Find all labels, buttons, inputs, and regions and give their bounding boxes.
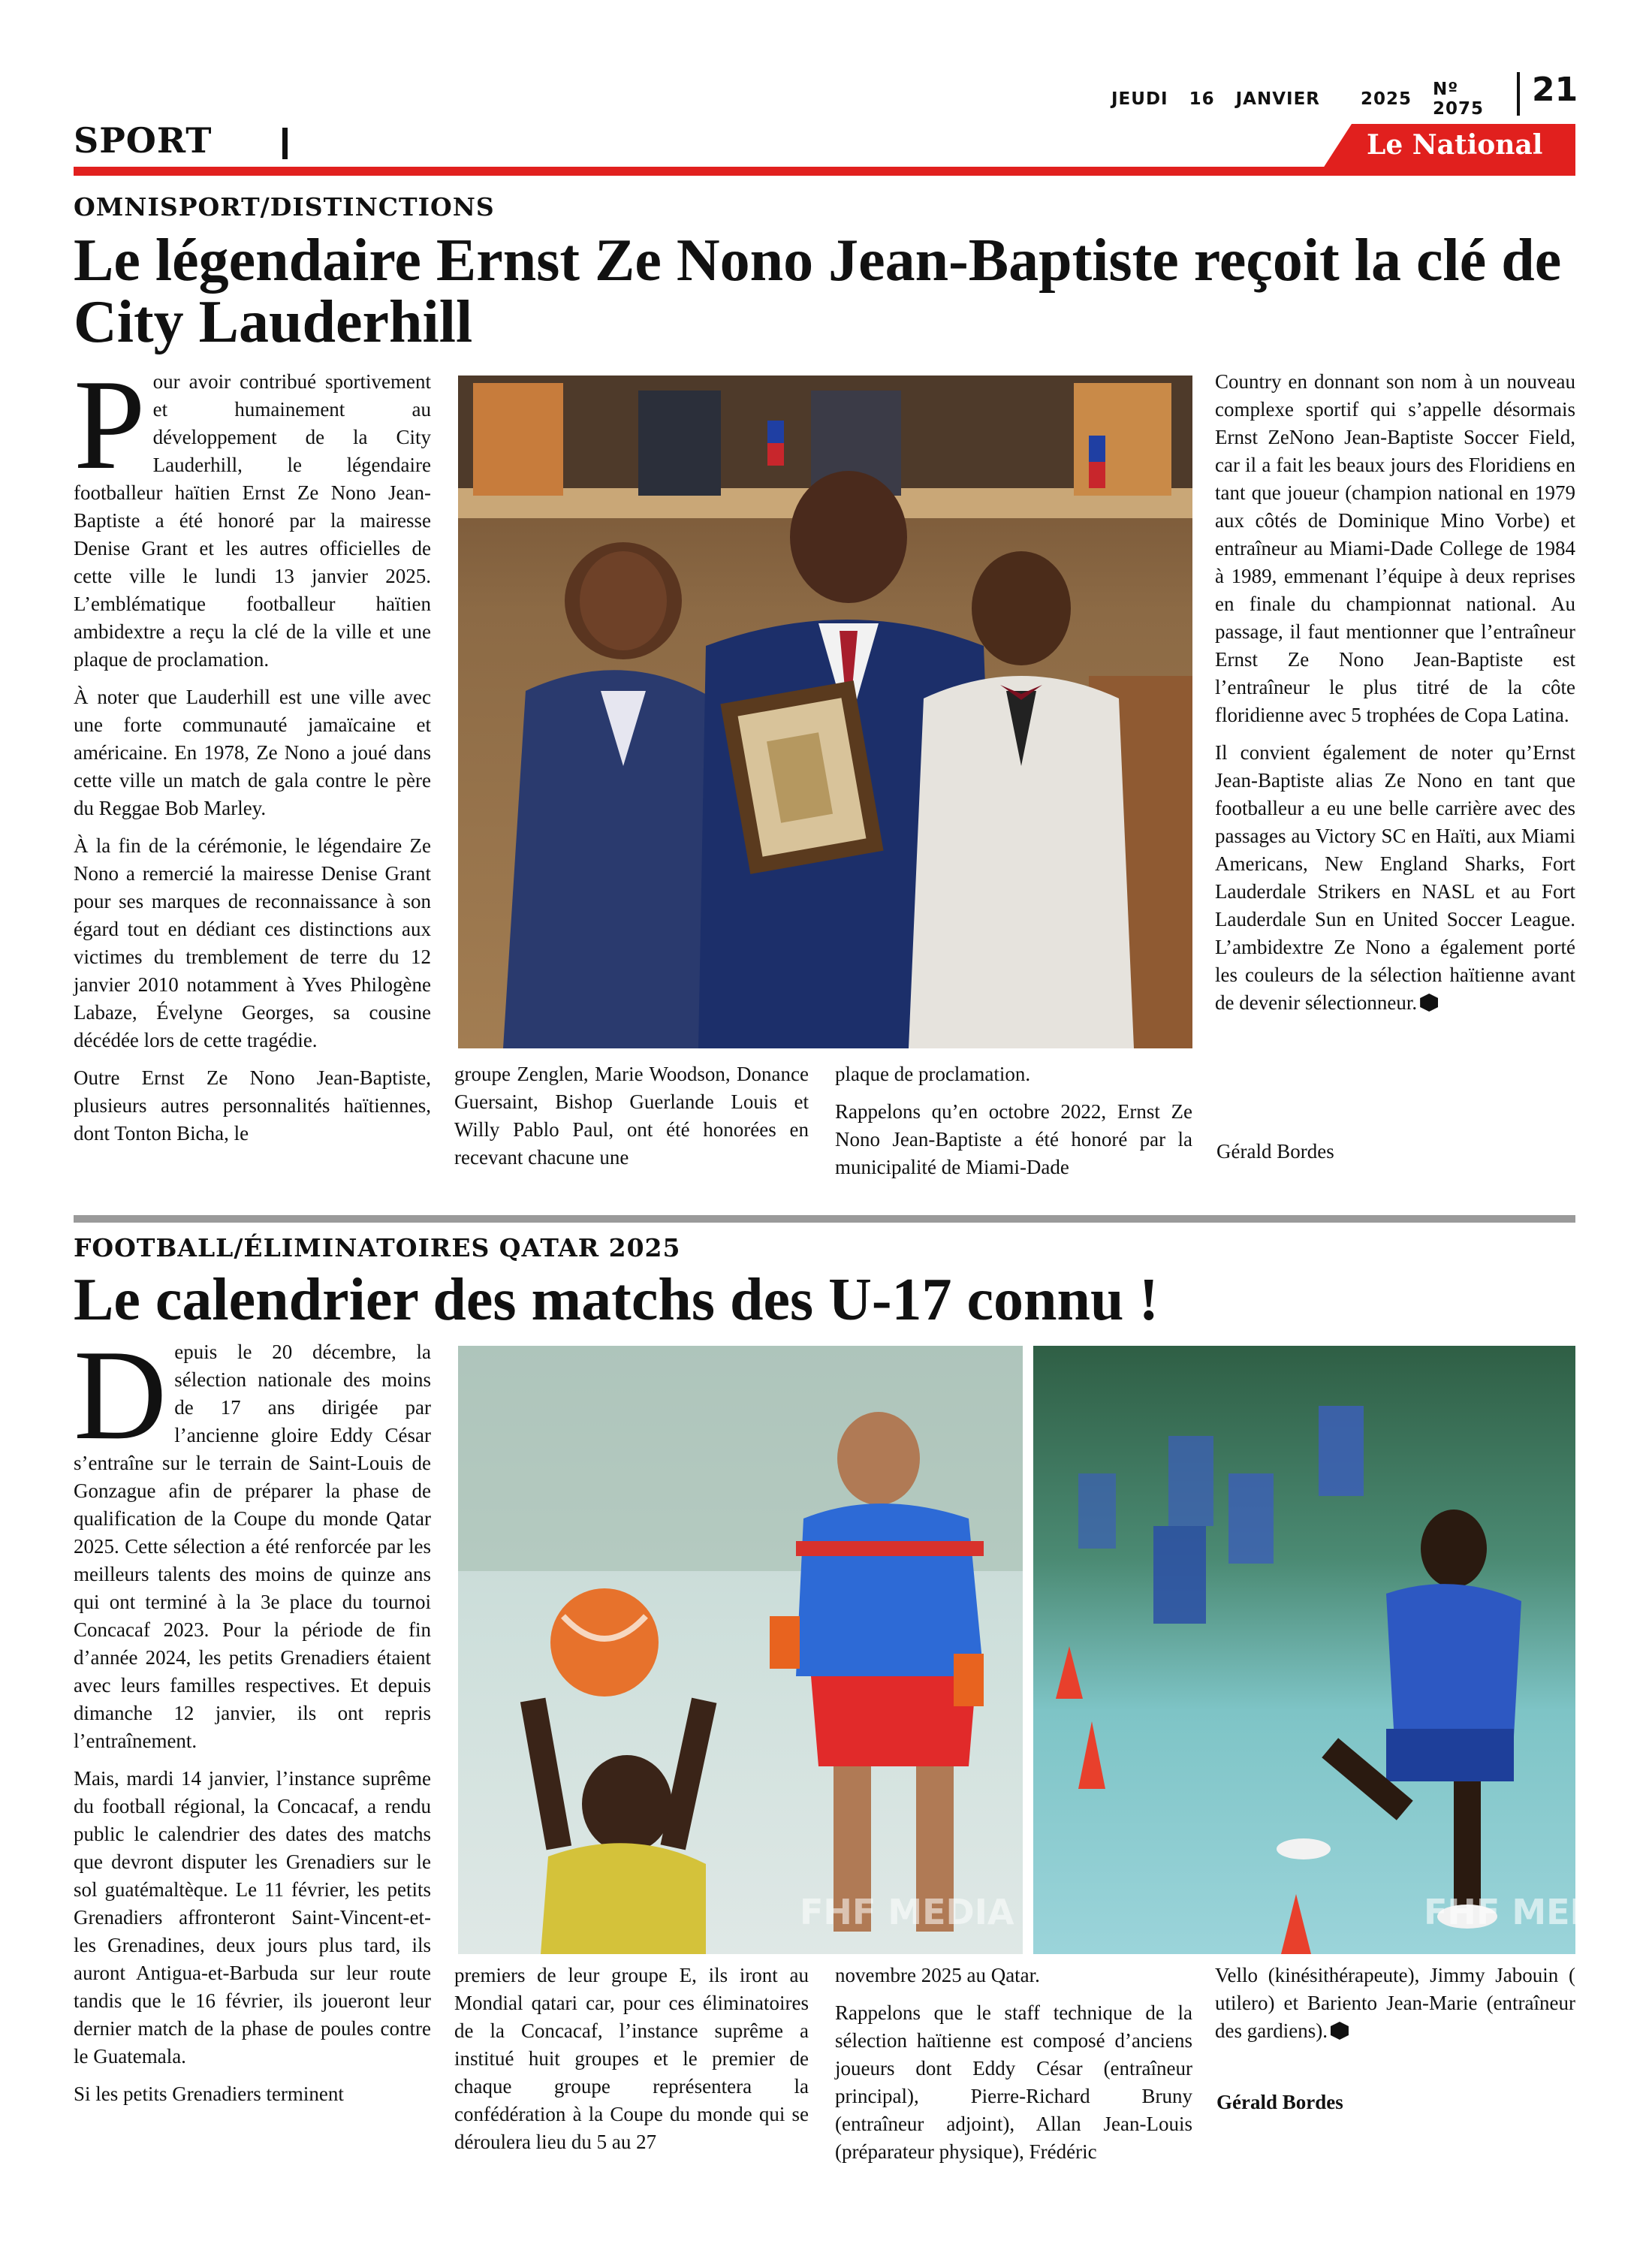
- article1-paragraph: À noter que Lauderhill est une ville avec une forte communauté jamaïcaine et américaine. En 1978, Ze Nono a joué dans cette ville un match de gala contre le père du Reggae Bob Marley.: [74, 686, 431, 819]
- end-of-article-icon: [1331, 2022, 1349, 2040]
- article1-paragraph: groupe Zenglen, Marie Woodson, Donance Guersaint, Bishop Guerlande Louis et Willy Pablo Paul, ont été honorées en recevant chacune une: [454, 1063, 809, 1169]
- article2-column-4: [1215, 1962, 1575, 2074]
- article1-paragraph-text: Il convient également de noter qu’Ernst Jean-Baptiste alias Ze Nono en tant que footballeur a eu une belle carrière avec des passages au Victory SC en Haïti, aux Miami Americans, New England Sharks, Fort Lauderdale Strikers en NASL et au Fort Lauderdale Sun en United Soccer League. L’ambidextre Ze Nono a également porté les couleurs de la sélection haïtienne avant de devenir sélectionneur.: [1215, 741, 1575, 1014]
- article2-paragraph-text: Vello (kinésithérapeute), Jimmy Jabouin ( utilero) et Bariento Jean-Marie (entraîneur des gardiens).: [1215, 1964, 1575, 2042]
- header-separator: [1517, 72, 1520, 116]
- article1-paragraph: [74, 354, 431, 674]
- article1-paragraph-text: our avoir contribué sportivement et humainement au développement de la City Lauderhill, le légendaire footballeur haïtien Ernst Ze Nono Jean-Baptiste a été honoré par la mairesse Denise Grant et les autres officielles de cette ville le lundi 13 janvier 2025. L’emblématique footballeur haïtien ambidextre a reçu la clé de la ville et une plaque de proclamation.: [74, 370, 431, 671]
- article1-paragraph: Country en donnant son nom à un nouveau complexe sportif qui s’appelle désormais Ernst ZeNono Jean-Baptiste Soccer Field, car il a fait les beaux jours des Floridiens en tant que joueur (champion national en 1979 aux côtés de Dominique Mino Vorbe) et entraîneur au Miami-Dade College de 1984 à 1989, emmenant l’équipe à deux reprises en finale du championnat national. Au passage, il faut mentionner que l’entraîneur Ernst Ze Nono Jean-Baptiste est l’entraîneur le plus titré de la côte floridienne avec 5 trophées de Copa Latina.: [1215, 370, 1575, 726]
- article2-column-2: [454, 1962, 809, 2232]
- article1-byline: Gérald Bordes: [1216, 1140, 1334, 1163]
- masthead-name: Le National: [1367, 129, 1543, 161]
- article2-photo-players: [1033, 1346, 1638, 1954]
- article1-photo: [458, 376, 1192, 1048]
- section-label: SPORT: [74, 120, 213, 161]
- page-number: 21: [1532, 71, 1578, 109]
- article2-dropcap: D: [74, 1324, 167, 1467]
- article1-column-3: [835, 1060, 1192, 1196]
- article2-photo-coach: [458, 1346, 1023, 1954]
- article1-headline-line1: Le légendaire Ernst Ze Nono Jean-Baptiste reçoit la clé de: [74, 228, 1562, 294]
- photo-watermark: FHF MEDIA: [800, 1892, 1014, 1932]
- issue-meta: [1111, 80, 1485, 119]
- article2-paragraph: Si les petits Grenadiers terminent: [74, 2083, 344, 2105]
- end-of-article-icon: [1420, 994, 1438, 1012]
- article1-dropcap: P: [74, 354, 146, 496]
- issue-number: Nº 2075: [1433, 80, 1485, 119]
- issue-date: 16: [1189, 89, 1215, 109]
- section-bar: [282, 128, 288, 159]
- issue-month: JANVIER: [1235, 89, 1321, 109]
- issue-day: JEUDI: [1111, 89, 1168, 109]
- article2-headline: Le calendrier des matchs des U-17 connu !: [74, 1267, 1159, 1333]
- article2-paragraph: [1215, 1962, 1575, 2045]
- article1-headline-line2: City Lauderhill: [74, 289, 473, 355]
- article1-paragraph: plaque de proclamation.: [835, 1063, 1031, 1085]
- article2-column-3: [835, 1962, 1192, 2232]
- article2-byline: Gérald Bordes: [1216, 2091, 1343, 2113]
- article2-kicker: FOOTBALL/ÉLIMINATOIRES QATAR 2025: [74, 1233, 681, 1262]
- article1-kicker: OMNISPORT/DISTINCTIONS: [74, 192, 495, 222]
- article1-paragraph: [1215, 739, 1575, 1017]
- article1-paragraph: Outre Ernst Ze Nono Jean-Baptiste, plusieurs autres personnalités haïtiennes, dont Tonton Bicha, le: [74, 1066, 431, 1145]
- article2-paragraph: premiers de leur groupe E, ils iront au Mondial qatari car, pour ces éliminatoires de la Concacaf, l’instance suprême a institué huit groupes et le premier de chaque groupe représentera la confédération à la Coupe du monde qui se déroulera lieu du 5 au 27: [454, 1964, 809, 2153]
- article1-paragraph: À la fin de la cérémonie, le légendaire Ze Nono a remercié la mairesse Denise Grant pour ses marques de reconnaissance à son égard tout en dédiant ces distinctions aux victimes du tremblement de terre du 12 janvier 2010 notamment à Yves Philogène Labaze, Évelyne Georges, sa cousine décédée lors de cette tragédie.: [74, 834, 431, 1051]
- article2-column-1: [74, 1324, 431, 2224]
- article2-paragraph: [74, 1324, 431, 1755]
- article2-paragraph-text: epuis le 20 décembre, la sélection nationale des moins de 17 ans dirigée par l’ancienne gloire Eddy César s’entraîne sur le terrain de Saint-Louis de Gonzague afin de préparer la phase de qualification de la Coupe du monde Qatar 2025. Cette sélection a été renforcée par les meilleurs talents des moins de quinze ans qui ont terminé à la 3e place du tournoi Concacaf 2023. Pour la période de fin d’année 2024, les petits Grenadiers étaient avec leurs familles respectives. Et depuis dimanche 12 janvier, ils ont repris l’entraînement.: [74, 1341, 431, 1752]
- article2-paragraph: Rappelons que le staff technique de la sélection haïtienne est composé d’anciens joueurs dont Eddy César (entraîneur principal), Pierre-Richard Bruny (entraîneur adjoint), Allan Jean-Louis (préparateur physique), Frédéric: [835, 2001, 1192, 2163]
- article1-headline: [74, 230, 1575, 359]
- article-divider: [74, 1215, 1575, 1223]
- photo-watermark: FHF MEDIA: [1424, 1892, 1638, 1932]
- article1-column-1: [74, 354, 431, 1179]
- article1-paragraph: Rappelons qu’en octobre 2022, Ernst Ze Nono Jean-Baptiste a été honoré par la municipalité de Miami-Dade: [835, 1100, 1192, 1178]
- article1-column-4: [1215, 368, 1575, 1119]
- issue-year: 2025: [1361, 89, 1412, 109]
- article1-column-2: [454, 1060, 809, 1196]
- article2-paragraph: Mais, mardi 14 janvier, l’instance suprême du football régional, la Concacaf, a rendu public le calendrier des dates des matchs que devront disputer les Grenadiers sur le sol guatémaltèque. Le 11 février, les petits Grenadiers affronteront Saint-Vincent-et-les Grenadines, deux jours plus tard, ils auront Antigua-et-Barbuda sur leur route tandis que le 16 février, ils joueront leur dernier match de la phase de poules contre le Guatemala.: [74, 1767, 431, 2068]
- article2-paragraph: novembre 2025 au Qatar.: [835, 1964, 1040, 1986]
